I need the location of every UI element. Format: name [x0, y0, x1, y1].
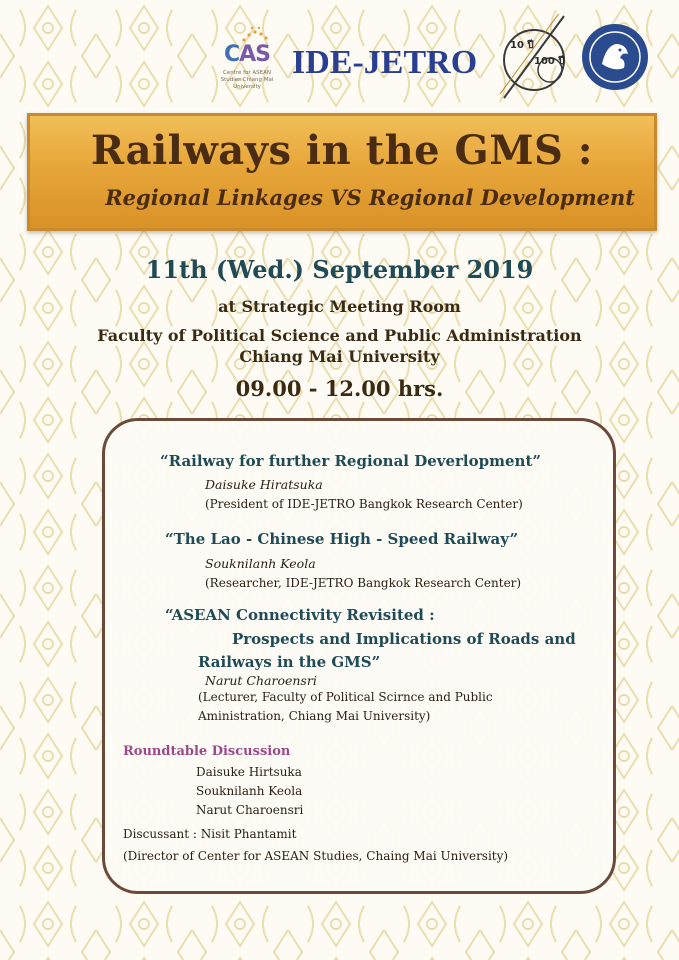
roundtable-name-1: Daisuke Hirtsuka	[196, 765, 302, 779]
roundtable-name-2: Souknilanh Keola	[196, 784, 303, 798]
talk-3-title-line1: “ASEAN Connectivity Revisited :	[165, 606, 435, 624]
talk-3-affiliation-line2: Aministration, Chiang Mai University)	[198, 709, 431, 723]
talk-3-title-line3: Railways in the GMS”	[198, 653, 381, 671]
discussant: Discussant : Nisit Phantamit	[123, 827, 297, 841]
cas-logo	[206, 26, 286, 90]
page-title: Railways in the GMS :	[90, 127, 594, 174]
talk-2-title: “The Lao - Chinese High - Speed Railway”	[165, 530, 519, 548]
cas-subtext: Centre for ASEAN Studies Chiang Mai University	[220, 70, 274, 90]
cas-as: AS	[239, 42, 271, 67]
anniv-10-text: 10 ปี	[510, 40, 534, 51]
logo-bar	[0, 18, 679, 98]
roundtable-heading: Roundtable Discussion	[123, 744, 291, 759]
page-subtitle: Regional Linkages VS Regional Development	[105, 185, 635, 210]
talk-1-affiliation: (President of IDE-JETRO Bangkok Research Center)	[205, 497, 523, 511]
event-date: 11th (Wed.) September 2019	[145, 255, 534, 284]
event-time: 09.00 - 12.00 hrs.	[235, 376, 444, 401]
event-university: Chiang Mai University	[239, 347, 440, 366]
talk-3-title-line2: Prospects and Implications of Roads and	[232, 630, 576, 648]
talk-3-speaker: Narut Charoensri	[205, 673, 317, 688]
talk-1-speaker: Daisuke Hiratsuka	[205, 477, 323, 492]
event-faculty: Faculty of Political Science and Public Administration	[97, 326, 582, 345]
ide-jetro-logo: IDE-JETRO	[292, 44, 478, 81]
roundtable-name-3: Narut Charoensri	[196, 803, 304, 817]
talk-2-speaker: Souknilanh Keola	[205, 556, 316, 571]
talk-1-title: “Railway for further Regional Deverlopment”	[160, 452, 541, 470]
anniv-100-text: 100 ปี	[534, 56, 565, 67]
talk-3-affiliation-line1: (Lecturer, Faculty of Political Scirnce and Public	[198, 690, 493, 704]
university-seal-icon	[582, 24, 648, 90]
event-room: at Strategic Meeting Room	[218, 297, 461, 316]
discussant-detail: (Director of Center for ASEAN Studies, Chaing Mai University)	[123, 849, 509, 863]
anniversary-logo	[498, 14, 574, 102]
cas-c: C	[224, 42, 240, 67]
cas-logo-text	[224, 42, 270, 67]
talk-2-affiliation: (Researcher, IDE-JETRO Bangkok Research Center)	[205, 576, 522, 590]
title-banner	[27, 113, 657, 231]
